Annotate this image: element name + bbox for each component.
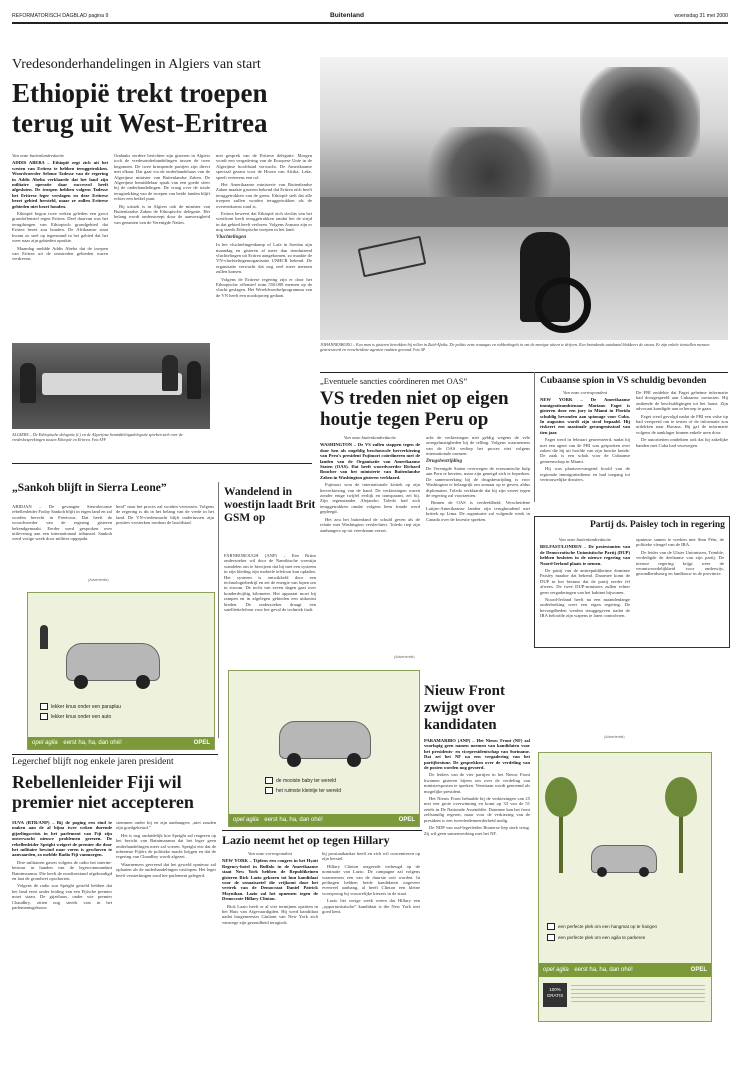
johannesburg-caption: JOHANNESBURG – Een man is gisteren betrokken bij rellen in Zuid-Afrika. De politie zette traangas en rubberkogels in om de menigte uiteen te drijven. Een brandende autoband blokkeert de straat. Er zijn enkele tientallen mensen gearresteerd en verscheidene agenten raakten gewond. Foto AP	[320, 342, 710, 352]
cuba-col2: De FBI ontdekte dat Faget geheime informatie had doorgespeeld aan Cubaanse contacten. Hij ontkende de beschuldigingen tot het laatst. Zijn advocaat kondigde aan in beroep te gaan. Faget werd gevolgd nadat de FBI een valse tip had verspreid om te testen of de informatie zou uitlekken naar Havana. Hij gaf de informatie volgens de aanklager binnen enkele uren door. De autoriteiten ontdekten ook dat hij zakelijke banden met Cuba had verzwegen.	[636, 390, 728, 448]
ethiopia-col1: Van onze buitenlandredactie ADDIS ABEBA – Ethiopië zegt zich uit het westen van Eritrea te hebben teruggetrokken. Woordvoerder Selome Tadesse van de regering in Addis Abeba verklaarde dat het land zijn militaire operatie daar succesvol heeft afgesloten. De troepen hebben volgens Tadesse het Eritrese leger verslagen en deze Eritrese bezet gebied hersteld, maar ze zullen Eritrese gebieden niet bezet houden. Ethiopië begon twee weken geleden een groot grondoffensief tegen Eritrea. Deel daarvan was het terugdringen van Ethiopisch grondgebied dat Eritrea bezet zou houden. De Afrikaanse staat kwam zo snel op tegenstand in het gebied dat het weer naar zijn gebieden oprukte. Maandag meldde Addis Abeba dat de troepen van Eritrea uit de omstreden gebieden waren verdreven.	[12, 153, 108, 262]
masthead-rule	[12, 22, 728, 24]
peru-kicker: „Eventuele sancties coördineren met OAS”	[320, 376, 468, 386]
fine-print	[571, 985, 705, 1005]
peru-headline: VS treden niet op eigen houtje tegen Peru op	[320, 388, 509, 430]
person-silhouette	[162, 355, 178, 391]
column-rule	[218, 482, 219, 738]
person-silhouette	[187, 361, 201, 399]
gsm-headline: Wandelend in woestijn laadt Brit GSM op	[224, 486, 316, 524]
divider	[12, 463, 312, 464]
ad-label: (Advertentie)	[394, 655, 415, 659]
paisley-col1: Van onze buitenlandredactie BELFAST/LONDEN – De protestanten van de Democratische Unionistische Partij (DUP) hebben besloten in de nieuwe regering van Noord-Ierland plaats te nemen. De partij van de antirepublikeinse dominee Paisley maakte dat bekend. Daarmee komt de DUP in het bestuur dat de partij eerder fel afwees. De twee DUP-ministers zullen echter geen vergaderingen van het kabinet bijwonen. Noord-Ierland heeft na een maandenlange onderbreking weer een eigen regering. De bevoegdheden werden teruggegeven nadat de IRA beloofde zijn wapens te laten controleren.	[540, 537, 630, 619]
debris	[358, 236, 427, 278]
algiers-photo	[12, 343, 210, 429]
subhead: Vluchtelingen	[216, 233, 247, 240]
subhead: Drugsbestrijding	[426, 457, 463, 464]
ethiopia-col3: met gesprek van de Eritrese delegatie. Morgen wordt een vergadering van de Europese Unie in de Algerijnse hoofdstad verwacht. De Amerikaanse speciaal gezant voor de Hoorn van Afrika, Lake, speelt eveneens een rol. Het Amerikaanse ministerie van Buitenlandse Zaken maakte gisteren bekend dat Eritrea zich heeft teruggetrokken van de grens. Ethiopië stelt dat alle troepen zullen worden teruggetrokken als de overeenkomst rond is. Eritrea beweert dat Ethiopië zich slechts van het westfront heeft teruggetrokken omdat het de strijd in dat gebied heeft verloren. Volgens Asmara zijn er nog steeds Ethiopische troepen in het land. Vluchtelingen In het vluchtelingenkamp of Lafa in Soedan zijn maandag en gisteren al meer dan tienduizend vluchtelingen uit Eritrea aangekomen, zo maakte de VN-vluchtelingenorganisatie UNHCR bekend. De organisatie verwacht dat nog veel meer mensen zullen komen. Volgens de Eritrese regering zijn er door het Ethiopische offensief ruim 550.000 mensen op de vlucht geslagen. Het Wereldvoedselprogramma van de VN heeft een noodoproep gedaan.	[216, 153, 312, 298]
fiji-kicker: Legerchef blijft nog enkele jaren president	[12, 757, 174, 767]
street	[320, 197, 728, 227]
paper-name: REFORMATORISCH DAGBLAD pagina 9	[12, 13, 109, 19]
smoke-plume	[580, 67, 700, 157]
lazio-col1: Van onze correspondent NEW YORK – Tijdens een congres in het Hyatt Regency-hotel in Buffalo in de Amerikaanse staat New York hebben de Republikeinen gisteren Rick Lazio gekozen tot hun kandidaat voor de senaatszetel die vrijkomt door het vertrek van de Democraat Daniel Patrick Moynihan. Lazio zal het opnemen tegen de Democrate Hillary Clinton. Rick Lazio heeft er al vier termijnen opzitten in het Huis van Afgevaardigden. Hij werd kandidaat nadat burgemeester Giuliani van New York zich vanwege zijn gezondheid terugtrok.	[222, 851, 318, 925]
paisley-headline: Partij ds. Paisley toch in regering	[590, 520, 725, 530]
opel-ad-2[interactable]	[228, 670, 420, 827]
ad-checkbox: de mooiste baby ter wereld	[265, 777, 336, 784]
paisley-col2: opnieuw samen te werken met Sinn Féin, de politieke vleugel van de IRA. De leider van de Ulster Unionisten, Trimble, verdedigde de deelname van zijn partij. De nieuwe regering krijgt weer de verantwoordelijkheid voor onderwijs, gezondheidszorg en landbouw in de provincie.	[636, 537, 724, 577]
ethiopia-kicker: Vredesonderhandelingen in Algiers van start	[12, 57, 261, 72]
free-badge: 100% GRATIS	[543, 983, 567, 1007]
wheel	[287, 753, 301, 767]
masthead	[12, 12, 728, 21]
wheel	[74, 675, 88, 689]
ad-label: (Advertentie)	[604, 735, 625, 739]
sierra-col1: ABIDJAN – De gevangen Sierraleoonse rebellenleider Foday Sankoh blijft in eigen land en zal worden berecht in Freetown. Dat heeft de woordvoerder van de regering gisteren bekendgemaakt. Eerder werd gesproken over uitlevering aan een internationaal tribunaal. Sankoh werd vorige week door milities opgepakt.	[12, 504, 112, 542]
table-shape	[42, 373, 182, 395]
gsm-text: FARNBOROUGH (ANP) – Een Britse onderzoeker wil door de Namibische woestijn wandelen om te bewijzen dat hij met een systeem in zijn kleding zijn mobiele telefoon kan opladen. Het systeem is ontwikkeld door een technologiebedrijf en zet de energie van lopen om in stroom. De tocht van zeven dagen gaat over honderdvijftig kilometer. Het apparaat moet bij rampen en in afgelegen gebieden een uitkomst bieden. De onderzoeker draagt een satelliettelefoon voor het geval de techniek faalt.	[224, 553, 316, 613]
johannesburg-photo	[320, 57, 728, 340]
section-title: Buitenland	[330, 12, 365, 19]
date: woensdag 31 mei 2000	[674, 13, 728, 19]
algiers-caption: ALGIERS – De Ethiopische delegatie (l.) en de Algerijnse bemiddelingsdelegatie spreken zich over de vredesbesprekingen tussen Ethiopië en Eritrea. Foto AFP	[12, 432, 183, 442]
fiji-col1: SUVA (RTR/ANP) – Bij de poging een eind te maken aan de al bijna twee weken durende gijzelingscrisis in het parlement van Fiji zijn onverwacht nieuwe problemen gerezen. De rebellenleider Speight weigert de premier die door het militaire bewind naar voren is geschoven te aanvaarden, zo meldde Radio Fiji vanmorgen. Drie militairen gaven volgens de radio het interim-bestuur in handen van de legercommandant Bainimarama. Die heeft de noodtoestand afgekondigd en laat de grondwet opschorten. Volgens de radio zou Speight gesteld hebben dat het land eerst onder leiding van een Fijische premier moet staan. De gijzelaars, onder wie premier Chaudhry, zitten nog steeds vast in het parlementsgebouw.	[12, 820, 112, 911]
ad-checkbox: het ruimste kleintje ter wereld	[265, 787, 341, 794]
byline: Van onze buitenlandredactie	[12, 153, 65, 158]
tree-crown	[665, 777, 697, 817]
ad-label: (Advertentie)	[88, 578, 109, 582]
sierra-col2: heid” naar het proces zal worden verwezen. Volgens de regering is dit in het belang van de vrede in het land. De VN-vredesmacht blijft ondertussen zijn posities versterken rondom de hoofdstad.	[116, 504, 214, 526]
sierra-headline: „Sankoh blijft in Sierra Leone”	[12, 482, 167, 494]
opel-ad-1[interactable]	[27, 592, 215, 750]
wheel	[136, 675, 150, 689]
person-silhouette	[40, 625, 48, 649]
cuba-headline: Cubaanse spion in VS schuldig bevonden	[540, 376, 707, 386]
cuba-col1: Van onze correspondent NEW YORK – De Amerikaanse immigratieambtenaar Mariano Faget is gisteren door een jury in Miami in Florida schuldig bevonden aan spionage voor Cuba. In augustus wordt zijn straf bepaald. Hij riskeert een maximale gevangenisstraf van tien jaar. Faget werd in februari gearresteerd, nadat hij met een agent van de FBI was gesproken over zaken die hij uit hoofde van zijn functie kende. De zaak is een schok voor de Cubaanse gemeenschap in Miami. Hij was plaatsvervangend hoofd van de regionale immigratiedienst en had toegang tot vertrouwelijke dossiers.	[540, 390, 630, 483]
peru-col2: acht de verkiezingen niet geldig wegens de vele onregelmatigheden bij de telling. Volgens waarnemers van de OAS verliep het proces niet volgens internationale normen. Drugsbestrijding De Verenigde Staten overwegen de economische hulp aan Peru te herzien, maar zijn geneigd zich te beperken. De samenwerking bij de drugsbestrijding is voor Washington te belangrijk om zomaar op te geven, aldus diplomaten. Toledo verklaarde dat hij zijn verzet tegen de regering zal voortzetten. Binnen de OAS is verdeeldheid. Verscheidene Latijns-Amerikaanse landen zijn terughoudend met kritiek op Lima. De organisatie zal volgende week in Canada over de kwestie spreken.	[426, 435, 530, 522]
opel-logo: OPEL	[193, 740, 210, 746]
tyre-shape	[535, 277, 591, 333]
smoke-plume	[420, 127, 560, 207]
person-silhouette	[20, 363, 36, 403]
divider	[222, 830, 422, 831]
tree-crown	[545, 777, 577, 817]
lazio-col2: bij prostaatkanker heeft en zich wil concentreren op zijn herstel. Hillary Clinton reageerde verheugd op de nominatie van Lazio. De campagne zal volgens waarnemers een van de duurste ooit worden. In peilingen hebben beide kandidaten ongeveer evenveel aanhang, al heeft Clinton een kleine voorsprong bij vrouwelijke kiezers in de staat. Lazio liet vorige week weten dat Hillary een „opportunistische” kandidaat is die New York niet goed kent.	[322, 851, 420, 915]
suriname-headline: Nieuw Front zwijgt over kandidaten	[424, 683, 505, 733]
wheel	[597, 867, 607, 877]
opel-logo: OPEL	[690, 967, 707, 973]
ad-checkbox: lekker knus onder een auto	[40, 713, 111, 720]
ad-footer: opel agila eerst ha, ha, dan ohé! OPEL	[229, 814, 419, 826]
ad-footer: opel agila eerst ha, ha, dan ohé! OPEL	[28, 737, 214, 749]
ethiopia-headline: Ethiopië trekt troepen terug uit West-Eritrea	[12, 78, 268, 138]
opel-ad-3[interactable]	[538, 752, 712, 1022]
fiji-headline: Rebellenleider Fiji wil premier niet accepteren	[12, 772, 194, 812]
divider	[320, 372, 728, 373]
ad-checkbox: een perfecte plek om een hangmat op te hangen	[547, 923, 657, 930]
ad-checkbox: een perfecte plek om een agila te parkeren	[547, 934, 645, 941]
divider	[12, 754, 218, 755]
suriname-col: PARAMARIBO (ANP) – Het Nieuw Front (NF) zal voorlopig geen namen noemen van kandidaten voor het presidents- en vicepresidentschap van Suriname. Dat zei het NF na een vergadering van het partijbestuur. De gesprekken over de verdeling van de posten worden nog gevoerd. De leiders van de vier partijen in het Nieuw Front kwamen gisteren bijeen om over de verdeling van ministersposten te spreken. Venetiaan wordt genoemd als mogelijke president. Het Nieuw Front behaalde bij de verkiezingen van 25 mei een grote overwinning en komt op 33 van de 51 zetels in De Nationale Assemblée. Daarmee kan het front zelfstandig regeren, maar voor de verkiezing van de president is een tweederdemeerderheid nodig. De NDP van oud-legerleider Bouterse liep sterk terug. Zij wil geen samenwerking met het NF.	[424, 738, 530, 836]
column-rule	[534, 372, 535, 502]
opel-logo: OPEL	[398, 817, 415, 823]
ad-checkbox: lekker knus onder een parapluu	[40, 703, 121, 710]
fiji-col2: stemmen onder hij en zijn aanhangers „niet zouden zijn goedgekeurd.” Het is nog onduidelijk hoe Speight zal reageren op het bericht van Bainimarama dat het leger geen onderhandelingen meer zal voeren. Speight eist dat de inheemse Fijiërs de politieke macht krijgen en dat de regering van Chaudhry wordt afgezet. Waarnemers gevreesd dat het geweld opnieuw zal oplaaien als de onderhandelingen vastlopen. Het leger heeft versterkingen rond het parlement gelegerd.	[116, 820, 216, 878]
ethiopia-col2: Ondanks eerdere berichten zijn gisteren in Algiers toch de vredesonderhandelingen tussen de twee begonnen. De twee krimpende partijen zijn direct met elkaar. Dat gaat via de onderhandelaars van de Algerijnse minister van Buitenlandse Zaken. De Algerijnse bemiddelaar sprak van een goede sfeer bij de onderhandelingen. De vraag over de totale terugtrekking van de troepen van beide landen blijft echter een heikel punt. Bij uitstek is in Algiers ook de minister van Buitenlandse Zaken de Ethiopische delegatie. Het belang wordt onderstreept door de aanwezigheid van gezanten van de Verenigde Naties.	[114, 153, 210, 225]
lazio-headline: Lazio neemt het op tegen Hillary	[222, 833, 390, 847]
wheel	[347, 753, 361, 767]
wheel	[639, 867, 649, 877]
ad-footer: opel agila eerst ha, ha, dan ohé! OPEL	[539, 963, 711, 977]
peru-col1: Van onze buitenlandredactie WASHINGTON – De VS zullen stappen tegen de door hen als ongeldig beschouwde herverkiezing van Peru's president Fujimori coördineren met de landen van de Organisatie van Amerikaanse Staten (OAS). Dat heeft woordvoerder Richard Boucher van het ministerie van Buitenlandse Zaken in Washington gisteren verklaard. Fujimori won de internationale kritiek op zijn herverkiezing van de hand. De verkiezingen waren zonder enige twijfel eerlijk en transparant, zei hij. Zijn tegenstander Alejandro Toledo had zich teruggetrokken omdat volgens hem fraude werd gepleegd. Het zou het buitenland de schuld geven als de relatie met Washington verslechtert. Toledo riep zijn aanhangers op tot vreedzaam verzet.	[320, 435, 420, 533]
